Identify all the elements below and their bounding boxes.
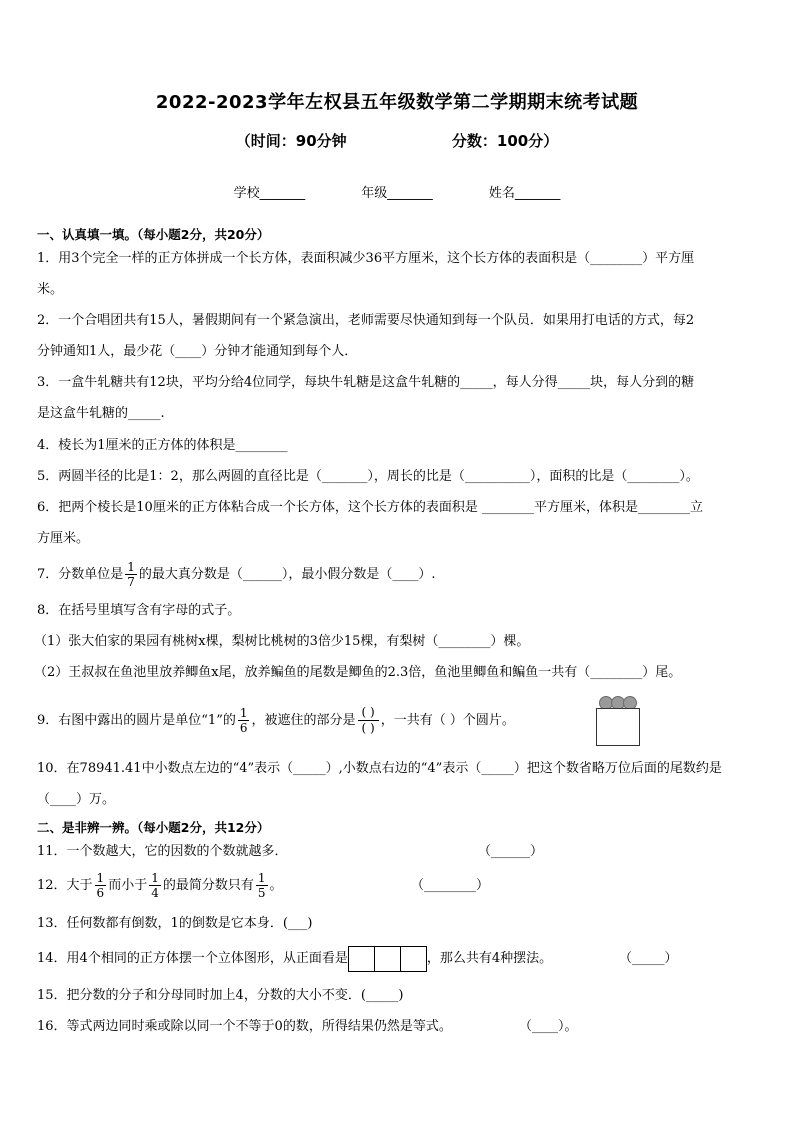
answer-blank: （______） (478, 844, 544, 859)
denominator: 6 (239, 721, 248, 735)
question-7-suffix: 的最大真分数是（______），最小假分数是（____）. (138, 567, 436, 582)
question-11 (37, 836, 757, 867)
student-info (0, 182, 794, 201)
fraction-one-seventh (125, 560, 137, 589)
denominator: 4 (151, 886, 159, 900)
question-9-suffix: ，一共有（ ）个圆片。 (380, 713, 515, 728)
question-7-prefix: 7．分数单位是 (37, 567, 124, 582)
answer-blank: （_____） (619, 951, 678, 966)
question-6-line-1: 6．把两个棱长是10厘米的正方体粘合成一个长方体，这个长方体的表面积是 ________平方厘米，体积是________立 (37, 500, 703, 515)
question-6-line-2: 方厘米。 (37, 531, 90, 546)
question-3-line-2: 是这盒牛轧糖的_____. (37, 406, 165, 421)
name-field: 姓名_______ (488, 186, 561, 201)
numerator: 1 (96, 871, 105, 885)
total-score: 分数：100分） (451, 132, 559, 150)
blank-numerator: ( ) (358, 705, 379, 721)
question-12-prefix: 12．大于 (37, 878, 93, 893)
question-11-text: 11．一个数越大，它的因数的个数就越多． (37, 844, 288, 859)
numerator: 1 (239, 706, 248, 720)
numerator: 1 (257, 871, 266, 885)
school-field: 学校_______ (233, 186, 306, 201)
question-6 (37, 492, 757, 554)
denominator: 7 (127, 575, 135, 589)
question-7 (37, 559, 757, 590)
question-8-sub-1: （1）张大伯家的果园有桃树x棵，梨树比桃树的3倍少15棵，有梨树（________）棵。 (34, 634, 530, 649)
question-10 (37, 753, 757, 815)
question-8-text: 8．在括号里填写含有字母的式子。 (37, 603, 241, 618)
square (375, 947, 401, 971)
square (401, 947, 426, 971)
blank-fraction (358, 705, 379, 736)
covered-discs-figure (596, 696, 640, 748)
question-3 (37, 367, 757, 429)
fraction-one-sixth (95, 871, 107, 900)
question-15: 15．把分数的分子和分母同时加上4，分数的大小不变．(_____) (37, 988, 404, 1003)
denominator: 6 (96, 886, 105, 900)
page-title: 2022-2023学年左权县五年级数学第二学期期末统考试题 (155, 92, 639, 113)
question-12-middle: 而小于 (108, 878, 148, 893)
question-16 (37, 1011, 757, 1042)
question-8 (34, 595, 757, 688)
question-16-text: 16．等式两边同时乘或除以同一个不等于0的数，所得结果仍然是等式。 (37, 1019, 452, 1034)
question-1-line-2: 米。 (37, 282, 64, 297)
question-14-prefix: 14．用4个相同的正方体摆一个立体图形，从正面看是 (37, 951, 348, 966)
question-9-middle: ，被遮住的部分是 (251, 713, 356, 728)
question-14 (37, 943, 757, 974)
question-10-line-2: （____）万。 (37, 792, 116, 807)
numerator: 1 (127, 560, 135, 574)
fraction-one-sixth (238, 706, 250, 735)
time-limit: （时间：90分钟 (235, 132, 347, 150)
blank-denominator: ( ) (361, 721, 375, 735)
grade-field: 年级_______ (361, 186, 433, 201)
numerator: 1 (151, 871, 159, 885)
square (349, 947, 375, 971)
cover-box (596, 708, 640, 746)
section-2-heading: 二、是非辨一辨。（每小题2分，共12分） (37, 820, 270, 835)
answer-blank: （________） (411, 878, 490, 893)
fraction-one-fifth (256, 871, 268, 900)
question-1 (37, 243, 757, 305)
exam-subtitle (0, 130, 794, 151)
question-13: 13．任何数都有倒数，1的倒数是它本身．(___) (37, 916, 313, 931)
question-14-suffix: ，那么共有4种摆法。 (426, 951, 553, 966)
fraction-one-fourth (149, 871, 161, 900)
question-12-suffix: 。 (269, 878, 283, 893)
question-8-sub-2: （2）王叔叔在鱼池里放养鲫鱼x尾，放养鳊鱼的尾数是鲫鱼的2.3倍，鱼池里鲫鱼和鳊鱼一共有（________）尾。 (34, 665, 682, 680)
question-12 (37, 870, 757, 901)
question-1-line-1: 1．用3个完全一样的正方体拼成一个长方体，表面积减少36平方厘米，这个长方体的表面积是（________）平方厘 (37, 251, 695, 266)
denominator: 5 (257, 886, 266, 900)
front-view-three-squares (348, 946, 427, 972)
question-3-line-1: 3．一盒牛轧糖共有12块，平均分给4位同学，每块牛轧糖是这盒牛轧糖的_____，每人分得_____块，每人分到的糖 (37, 375, 695, 390)
question-12-middle-2: 的最简分数只有 (162, 878, 254, 893)
question-2-line-2: 分钟通知1人，最少花（____）分钟才能通知到每个人． (37, 344, 358, 359)
question-9-prefix: 9．右图中露出的圆片是单位“1”的 (37, 713, 236, 728)
question-2 (37, 305, 757, 367)
question-2-line-1: 2．一个合唱团共有15人，暑假期间有一个紧急演出，老师需要尽快通知到每一个队员．如果用打电话的方式，每2 (37, 313, 695, 328)
section-1-heading: 一、认真填一填。（每小题2分，共20分） (37, 227, 270, 242)
answer-blank: （____）。 (519, 1019, 578, 1034)
question-5: 5．两圆半径的比是1：2，那么两圆的直径比是（_______），周长的比是（__________），面积的比是（________）。 (37, 469, 699, 484)
question-10-line-1: 10．在78941.41中小数点左边的“4”表示（_____）,小数点右边的“4”表示（_____）把这个数省略万位后面的尾数约是 (37, 761, 722, 776)
question-9 (37, 705, 757, 736)
question-4: 4．棱长为1厘米的正方体的体积是________ (37, 438, 288, 453)
